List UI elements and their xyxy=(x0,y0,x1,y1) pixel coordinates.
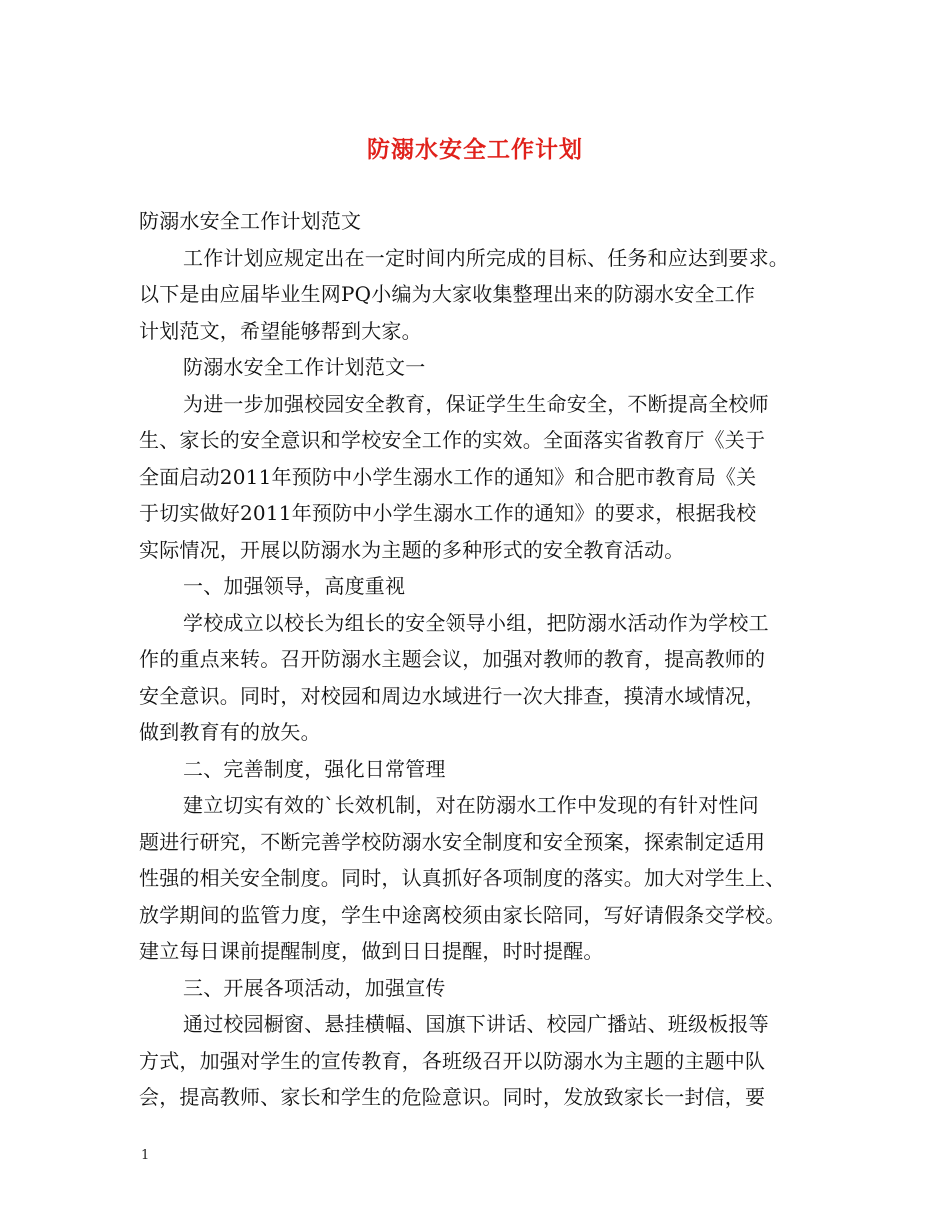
body-line: 放学期间的监管力度，学生中途离校须由家长陪同，写好请假条交学校。 xyxy=(139,902,786,927)
body-line: 方式，加强对学生的宣传教育，各班级召开以防溺水为主题的主题中队 xyxy=(139,1048,766,1073)
body-line: 以下是由应届毕业生网PQ小编为大家收集整理出来的防溺水安全工作 xyxy=(139,282,756,306)
body-line: 全面启动2011年预防中小学生溺水工作的通知》和合肥市教育局《关 xyxy=(139,464,757,489)
body-line: 通过校园橱窗、悬挂横幅、国旗下讲话、校园广播站、班级板报等 xyxy=(183,1012,769,1036)
body-line: 为进一步加强校园安全教育，保证学生生命安全，不断提高全校师 xyxy=(183,391,769,416)
body-line: 会，提高教师、家长和学生的危险意识。同时，发放致家长一封信，要 xyxy=(139,1085,766,1109)
body-line: 学校成立以校长为组长的安全领导小组，把防溺水活动作为学校工 xyxy=(183,610,769,635)
body-line: 工作计划应规定出在一定时间内所完成的目标、任务和应达到要求。 xyxy=(183,245,789,270)
body-line: 于切实做好2011年预防中小学生溺水工作的通知》的要求，根据我校 xyxy=(139,501,757,525)
body-line: 题进行研究，不断完善学校防溺水安全制度和安全预案，探索制定适用 xyxy=(139,829,766,854)
body-line: 建立切实有效的`长效机制，对在防溺水工作中发现的有针对性问 xyxy=(183,793,759,817)
body-line: 生、家长的安全意识和学校安全工作的实效。全面落实省教育厅《关于 xyxy=(139,428,766,452)
body-line: 性强的相关安全制度。同时，认真抓好各项制度的落实。加大对学生上、 xyxy=(139,866,786,890)
body-line: 计划范文，希望能够帮到大家。 xyxy=(139,318,422,343)
body-line: 防溺水安全工作计划范文 xyxy=(139,209,362,233)
page-number: 1 xyxy=(141,1148,150,1163)
body-line: 做到教育有的放矢。 xyxy=(139,720,321,744)
body-line: 安全意识。同时，对校园和周边水域进行一次大排查，摸清水域情况， xyxy=(139,683,766,708)
body-line: 三、开展各项活动，加强宣传 xyxy=(183,975,446,1000)
document-title: 防溺水安全工作计划 xyxy=(367,136,583,163)
document-body xyxy=(139,203,835,1116)
body-line: 作的重点来转。召开防溺水主题会议，加强对教师的教育，提高教师的 xyxy=(139,647,766,671)
body-line: 实际情况，开展以防溺水为主题的多种形式的安全教育活动。 xyxy=(139,537,685,562)
body-line: 建立每日课前提醒制度，做到日日提醒，时时提醒。 xyxy=(139,939,604,963)
body-line: 防溺水安全工作计划范文一 xyxy=(183,355,426,379)
body-line: 二、完善制度，强化日常管理 xyxy=(183,756,446,781)
body-line: 一、加强领导，高度重视 xyxy=(183,574,406,598)
